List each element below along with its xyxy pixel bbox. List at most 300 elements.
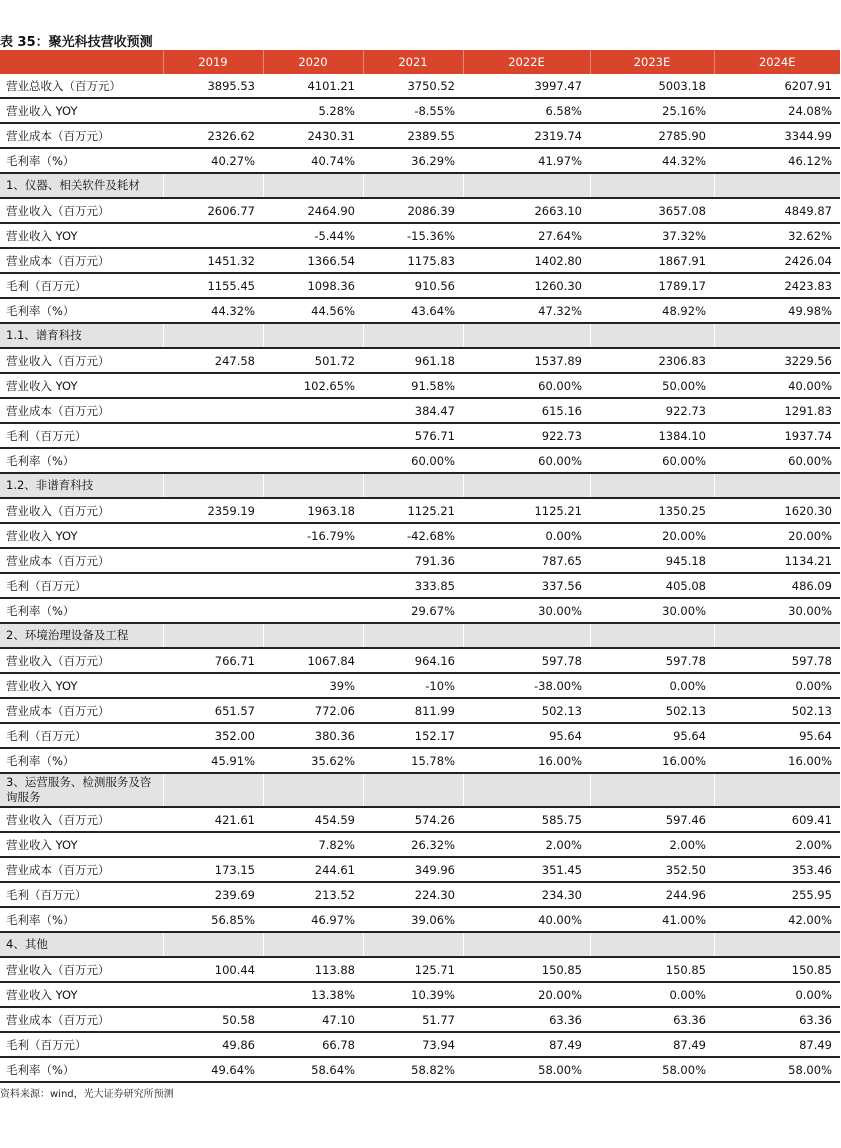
value-cell: 1867.91 <box>590 248 714 273</box>
value-cell: 60.00% <box>590 448 714 473</box>
table-row <box>0 423 840 448</box>
value-cell <box>163 398 263 423</box>
value-cell: 910.56 <box>363 273 463 298</box>
table-row <box>0 957 840 982</box>
value-cell: 63.36 <box>714 1007 840 1032</box>
value-cell: 3657.08 <box>590 198 714 223</box>
value-cell: 772.06 <box>263 698 363 723</box>
value-cell: 44.32% <box>163 298 263 323</box>
table-row <box>0 648 840 673</box>
table-row <box>0 832 840 857</box>
value-cell <box>263 548 363 573</box>
value-cell: 46.97% <box>263 907 363 932</box>
table-row <box>0 748 840 773</box>
section-empty-cell <box>263 173 363 198</box>
value-cell: -38.00% <box>463 673 590 698</box>
value-cell: 585.75 <box>463 807 590 832</box>
header-cell-year: 2021 <box>363 50 463 74</box>
value-cell <box>263 573 363 598</box>
value-cell <box>163 373 263 398</box>
section-row <box>0 473 840 498</box>
value-cell: 41.00% <box>590 907 714 932</box>
value-cell: 945.18 <box>590 548 714 573</box>
value-cell: 1384.10 <box>590 423 714 448</box>
value-cell: 87.49 <box>463 1032 590 1057</box>
value-cell: 2389.55 <box>363 123 463 148</box>
value-cell: 454.59 <box>263 807 363 832</box>
value-cell: 2.00% <box>463 832 590 857</box>
value-cell: 58.64% <box>263 1057 363 1082</box>
row-label: 营业成本（百万元） <box>0 123 163 148</box>
table-row <box>0 348 840 373</box>
value-cell: 244.61 <box>263 857 363 882</box>
value-cell: 16.00% <box>463 748 590 773</box>
value-cell: 405.08 <box>590 573 714 598</box>
value-cell: 351.45 <box>463 857 590 882</box>
value-cell: 2663.10 <box>463 198 590 223</box>
header-cell-year: 2024E <box>714 50 840 74</box>
table-row <box>0 1007 840 1032</box>
table-row <box>0 907 840 932</box>
table-row <box>0 673 840 698</box>
row-label: 毛利率（%） <box>0 148 163 173</box>
value-cell: 3344.99 <box>714 123 840 148</box>
table-row <box>0 298 840 323</box>
row-label: 营业成本（百万元） <box>0 248 163 273</box>
section-row <box>0 323 840 348</box>
row-label: 毛利（百万元） <box>0 423 163 448</box>
section-empty-cell <box>263 623 363 648</box>
value-cell: -16.79% <box>263 523 363 548</box>
value-cell: 0.00% <box>590 982 714 1007</box>
value-cell: -10% <box>363 673 463 698</box>
value-cell: 30.00% <box>714 598 840 623</box>
value-cell: 39% <box>263 673 363 698</box>
value-cell: 39.06% <box>363 907 463 932</box>
value-cell: -5.44% <box>263 223 363 248</box>
value-cell: 1067.84 <box>263 648 363 673</box>
value-cell: 60.00% <box>363 448 463 473</box>
value-cell: 45.91% <box>163 748 263 773</box>
header-cell-label <box>0 50 163 74</box>
value-cell: 51.77 <box>363 1007 463 1032</box>
section-empty-cell <box>714 932 840 957</box>
row-label: 毛利率（%） <box>0 298 163 323</box>
value-cell <box>163 223 263 248</box>
value-cell: 41.97% <box>463 148 590 173</box>
value-cell: 2326.62 <box>163 123 263 148</box>
row-label: 毛利率（%） <box>0 748 163 773</box>
row-label: 营业收入 YOY <box>0 373 163 398</box>
section-empty-cell <box>163 473 263 498</box>
value-cell: 113.88 <box>263 957 363 982</box>
value-cell: 150.85 <box>714 957 840 982</box>
value-cell: 255.95 <box>714 882 840 907</box>
value-cell: 87.49 <box>714 1032 840 1057</box>
header-row <box>0 50 840 74</box>
value-cell: 1125.21 <box>463 498 590 523</box>
value-cell: 234.30 <box>463 882 590 907</box>
value-cell <box>163 548 263 573</box>
value-cell: 2464.90 <box>263 198 363 223</box>
table-row <box>0 523 840 548</box>
value-cell: 2306.83 <box>590 348 714 373</box>
value-cell: 597.46 <box>590 807 714 832</box>
value-cell: 30.00% <box>463 598 590 623</box>
value-cell: 3750.52 <box>363 74 463 98</box>
section-empty-cell <box>714 773 840 807</box>
value-cell: 73.94 <box>363 1032 463 1057</box>
section-empty-cell <box>263 932 363 957</box>
value-cell: 50.00% <box>590 373 714 398</box>
table-row <box>0 548 840 573</box>
value-cell: 609.41 <box>714 807 840 832</box>
value-cell: 502.13 <box>463 698 590 723</box>
value-cell: 46.12% <box>714 148 840 173</box>
value-cell <box>163 673 263 698</box>
table-row <box>0 723 840 748</box>
section-empty-cell <box>263 323 363 348</box>
value-cell: 40.27% <box>163 148 263 173</box>
value-cell: 766.71 <box>163 648 263 673</box>
revenue-forecast-table <box>0 50 840 1083</box>
value-cell: 152.17 <box>363 723 463 748</box>
value-cell: 502.13 <box>714 698 840 723</box>
table-row <box>0 882 840 907</box>
value-cell: 2.00% <box>590 832 714 857</box>
section-empty-cell <box>590 932 714 957</box>
value-cell: 3229.56 <box>714 348 840 373</box>
section-empty-cell <box>263 773 363 807</box>
value-cell: 25.16% <box>590 98 714 123</box>
value-cell: 20.00% <box>590 523 714 548</box>
section-label: 1.2、非谱育科技 <box>0 473 163 498</box>
row-label: 营业收入（百万元） <box>0 198 163 223</box>
value-cell: 16.00% <box>714 748 840 773</box>
value-cell: 58.00% <box>590 1057 714 1082</box>
value-cell: 125.71 <box>363 957 463 982</box>
section-empty-cell <box>363 623 463 648</box>
value-cell: 2359.19 <box>163 498 263 523</box>
section-empty-cell <box>363 932 463 957</box>
value-cell: -8.55% <box>363 98 463 123</box>
value-cell: 2606.77 <box>163 198 263 223</box>
row-label: 营业收入 YOY <box>0 982 163 1007</box>
value-cell: 352.50 <box>590 857 714 882</box>
table-row <box>0 698 840 723</box>
value-cell: 1260.30 <box>463 273 590 298</box>
value-cell: 337.56 <box>463 573 590 598</box>
value-cell: 1291.83 <box>714 398 840 423</box>
table-row <box>0 198 840 223</box>
section-empty-cell <box>714 323 840 348</box>
value-cell <box>263 423 363 448</box>
value-cell: 3895.53 <box>163 74 263 98</box>
row-label: 营业收入（百万元） <box>0 807 163 832</box>
value-cell: 791.36 <box>363 548 463 573</box>
row-label: 毛利率（%） <box>0 448 163 473</box>
value-cell: 20.00% <box>714 523 840 548</box>
value-cell: 95.64 <box>714 723 840 748</box>
value-cell: 597.78 <box>714 648 840 673</box>
value-cell: 0.00% <box>463 523 590 548</box>
value-cell: 100.44 <box>163 957 263 982</box>
value-cell: 49.64% <box>163 1057 263 1082</box>
value-cell: 961.18 <box>363 348 463 373</box>
section-empty-cell <box>463 773 590 807</box>
value-cell: 349.96 <box>363 857 463 882</box>
value-cell: 24.08% <box>714 98 840 123</box>
value-cell: 1537.89 <box>463 348 590 373</box>
value-cell: 48.92% <box>590 298 714 323</box>
value-cell: 10.39% <box>363 982 463 1007</box>
row-label: 营业成本（百万元） <box>0 398 163 423</box>
value-cell: 63.36 <box>463 1007 590 1032</box>
value-cell: 1402.80 <box>463 248 590 273</box>
value-cell: 1134.21 <box>714 548 840 573</box>
table-row <box>0 857 840 882</box>
value-cell <box>163 448 263 473</box>
value-cell: 91.58% <box>363 373 463 398</box>
value-cell: 58.82% <box>363 1057 463 1082</box>
section-empty-cell <box>590 173 714 198</box>
value-cell: 2086.39 <box>363 198 463 223</box>
row-label: 营业成本（百万元） <box>0 698 163 723</box>
value-cell: 1125.21 <box>363 498 463 523</box>
section-empty-cell <box>463 473 590 498</box>
section-empty-cell <box>590 473 714 498</box>
value-cell: 6.58% <box>463 98 590 123</box>
value-cell: 30.00% <box>590 598 714 623</box>
section-empty-cell <box>463 932 590 957</box>
value-cell: 224.30 <box>363 882 463 907</box>
value-cell: 2319.74 <box>463 123 590 148</box>
section-empty-cell <box>163 773 263 807</box>
value-cell: 922.73 <box>463 423 590 448</box>
value-cell <box>263 448 363 473</box>
value-cell: 95.64 <box>590 723 714 748</box>
value-cell: 4849.87 <box>714 198 840 223</box>
value-cell: 47.10 <box>263 1007 363 1032</box>
table-row <box>0 398 840 423</box>
value-cell <box>163 523 263 548</box>
value-cell: 58.00% <box>714 1057 840 1082</box>
value-cell: 60.00% <box>463 373 590 398</box>
value-cell: 20.00% <box>463 982 590 1007</box>
value-cell: 56.85% <box>163 907 263 932</box>
value-cell: 66.78 <box>263 1032 363 1057</box>
table-row <box>0 982 840 1007</box>
row-label: 毛利率（%） <box>0 1057 163 1082</box>
value-cell: 352.00 <box>163 723 263 748</box>
value-cell: 597.78 <box>463 648 590 673</box>
section-row <box>0 173 840 198</box>
section-empty-cell <box>714 623 840 648</box>
value-cell: 16.00% <box>590 748 714 773</box>
value-cell: 15.78% <box>363 748 463 773</box>
value-cell: 1366.54 <box>263 248 363 273</box>
value-cell: 2.00% <box>714 832 840 857</box>
section-row <box>0 773 840 807</box>
row-label: 营业收入（百万元） <box>0 348 163 373</box>
value-cell: 486.09 <box>714 573 840 598</box>
section-empty-cell <box>590 323 714 348</box>
section-empty-cell <box>463 173 590 198</box>
value-cell: 35.62% <box>263 748 363 773</box>
header-cell-year: 2023E <box>590 50 714 74</box>
value-cell: 5.28% <box>263 98 363 123</box>
row-label: 营业成本（百万元） <box>0 548 163 573</box>
section-label: 4、其他 <box>0 932 163 957</box>
table-row <box>0 373 840 398</box>
table-row <box>0 223 840 248</box>
value-cell: 1451.32 <box>163 248 263 273</box>
value-cell: 964.16 <box>363 648 463 673</box>
section-empty-cell <box>163 623 263 648</box>
table-row <box>0 98 840 123</box>
value-cell: 1098.36 <box>263 273 363 298</box>
table-row <box>0 273 840 298</box>
value-cell: 597.78 <box>590 648 714 673</box>
value-cell: 576.71 <box>363 423 463 448</box>
value-cell: 150.85 <box>590 957 714 982</box>
value-cell: 3997.47 <box>463 74 590 98</box>
value-cell: 615.16 <box>463 398 590 423</box>
section-empty-cell <box>363 773 463 807</box>
table-row <box>0 573 840 598</box>
value-cell: 50.58 <box>163 1007 263 1032</box>
row-label: 毛利（百万元） <box>0 273 163 298</box>
section-empty-cell <box>163 323 263 348</box>
value-cell: 239.69 <box>163 882 263 907</box>
value-cell <box>163 423 263 448</box>
section-empty-cell <box>714 473 840 498</box>
table-row <box>0 498 840 523</box>
value-cell: 333.85 <box>363 573 463 598</box>
value-cell: 2430.31 <box>263 123 363 148</box>
value-cell: 2785.90 <box>590 123 714 148</box>
row-label: 营业收入 YOY <box>0 673 163 698</box>
value-cell: 95.64 <box>463 723 590 748</box>
value-cell: 58.00% <box>463 1057 590 1082</box>
value-cell: 213.52 <box>263 882 363 907</box>
value-cell <box>263 398 363 423</box>
value-cell: 173.15 <box>163 857 263 882</box>
value-cell: 0.00% <box>590 673 714 698</box>
value-cell: 36.29% <box>363 148 463 173</box>
row-label: 毛利率（%） <box>0 907 163 932</box>
header-cell-year: 2019 <box>163 50 263 74</box>
section-label: 1、仪器、相关软件及耗材 <box>0 173 163 198</box>
row-label: 营业总收入（百万元） <box>0 74 163 98</box>
table-row <box>0 148 840 173</box>
table-row <box>0 598 840 623</box>
value-cell <box>263 598 363 623</box>
value-cell: 1937.74 <box>714 423 840 448</box>
row-label: 毛利（百万元） <box>0 573 163 598</box>
source-note: 资料来源：wind，光大证券研究所预测 <box>0 1089 174 1100</box>
value-cell: -42.68% <box>363 523 463 548</box>
value-cell: 60.00% <box>714 448 840 473</box>
section-row <box>0 623 840 648</box>
value-cell: 922.73 <box>590 398 714 423</box>
table-title: 表 35：聚光科技营收预测 <box>0 35 153 50</box>
row-label: 营业成本（百万元） <box>0 857 163 882</box>
value-cell <box>163 98 263 123</box>
section-empty-cell <box>363 323 463 348</box>
value-cell: 42.00% <box>714 907 840 932</box>
value-cell: 0.00% <box>714 982 840 1007</box>
section-empty-cell <box>163 173 263 198</box>
value-cell: 60.00% <box>463 448 590 473</box>
row-label: 营业收入（百万元） <box>0 648 163 673</box>
value-cell: 787.65 <box>463 548 590 573</box>
section-label: 1.1、谱育科技 <box>0 323 163 348</box>
value-cell: 2426.04 <box>714 248 840 273</box>
value-cell: 4101.21 <box>263 74 363 98</box>
value-cell: 63.36 <box>590 1007 714 1032</box>
value-cell: 574.26 <box>363 807 463 832</box>
value-cell: 47.32% <box>463 298 590 323</box>
value-cell: 49.98% <box>714 298 840 323</box>
table-body <box>0 74 840 1082</box>
table-row <box>0 807 840 832</box>
value-cell: 26.32% <box>363 832 463 857</box>
row-label: 毛利（百万元） <box>0 882 163 907</box>
value-cell: 384.47 <box>363 398 463 423</box>
section-row <box>0 932 840 957</box>
row-label: 营业收入（百万元） <box>0 957 163 982</box>
table-row <box>0 74 840 98</box>
section-label: 3、运营服务、检测服务及咨询服务 <box>0 773 163 807</box>
value-cell: 40.74% <box>263 148 363 173</box>
table-row <box>0 248 840 273</box>
value-cell: 44.32% <box>590 148 714 173</box>
value-cell: 651.57 <box>163 698 263 723</box>
section-empty-cell <box>163 932 263 957</box>
row-label: 毛利率（%） <box>0 598 163 623</box>
value-cell <box>163 573 263 598</box>
header-cell-year: 2022E <box>463 50 590 74</box>
row-label: 营业收入 YOY <box>0 223 163 248</box>
section-label: 2、环境治理设备及工程 <box>0 623 163 648</box>
section-empty-cell <box>714 173 840 198</box>
value-cell: 5003.18 <box>590 74 714 98</box>
section-empty-cell <box>363 173 463 198</box>
row-label: 营业收入（百万元） <box>0 498 163 523</box>
value-cell <box>163 598 263 623</box>
section-empty-cell <box>263 473 363 498</box>
value-cell <box>163 832 263 857</box>
value-cell: 37.32% <box>590 223 714 248</box>
row-label: 毛利（百万元） <box>0 723 163 748</box>
section-empty-cell <box>590 623 714 648</box>
section-empty-cell <box>590 773 714 807</box>
value-cell: 7.82% <box>263 832 363 857</box>
value-cell: 1350.25 <box>590 498 714 523</box>
value-cell: 421.61 <box>163 807 263 832</box>
value-cell: 1620.30 <box>714 498 840 523</box>
row-label: 营业成本（百万元） <box>0 1007 163 1032</box>
header-cell-year: 2020 <box>263 50 363 74</box>
row-label: 毛利（百万元） <box>0 1032 163 1057</box>
value-cell: 29.67% <box>363 598 463 623</box>
value-cell: 0.00% <box>714 673 840 698</box>
value-cell: 1155.45 <box>163 273 263 298</box>
value-cell: 244.96 <box>590 882 714 907</box>
value-cell: 2423.83 <box>714 273 840 298</box>
value-cell <box>163 982 263 1007</box>
